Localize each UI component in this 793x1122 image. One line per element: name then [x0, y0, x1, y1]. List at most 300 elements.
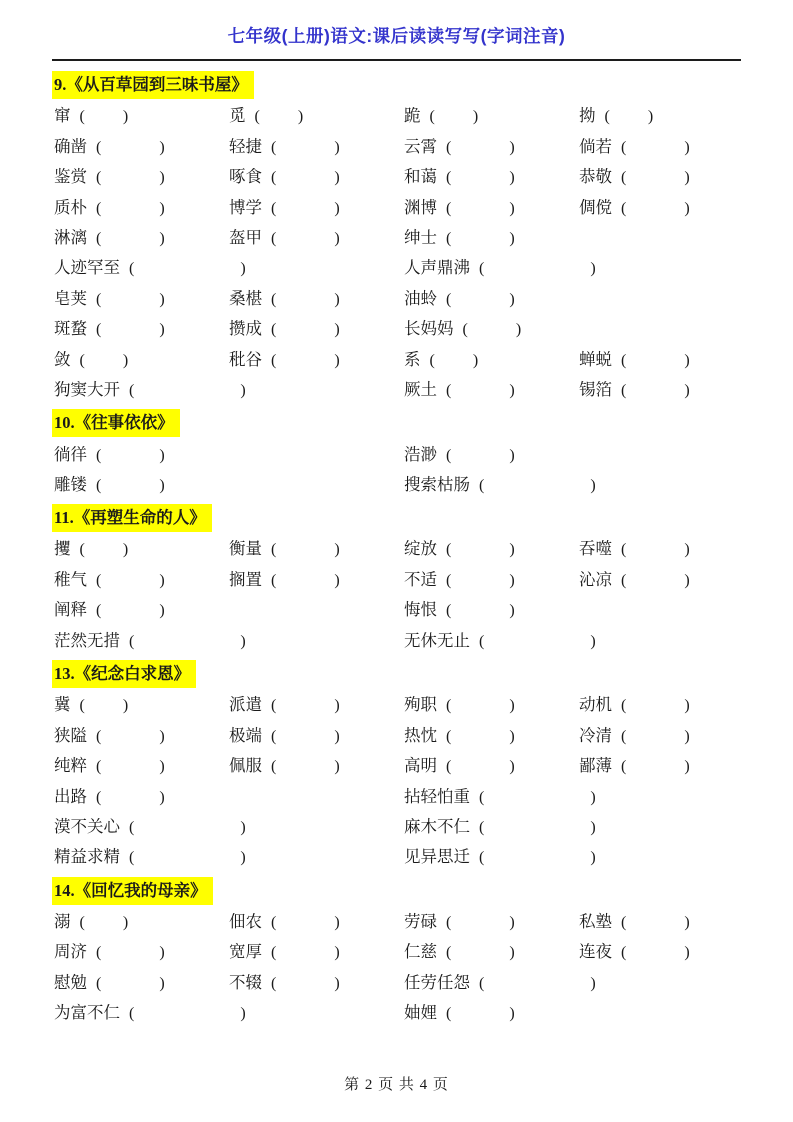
word-text: 搁置 [229, 569, 262, 589]
word-entry [404, 102, 579, 126]
paren-close: ) [590, 632, 596, 650]
paren-close: ) [684, 169, 690, 187]
word-row [54, 221, 763, 251]
section-heading-line [54, 504, 763, 529]
paren-close: ) [684, 944, 690, 962]
pinyin-blank [85, 364, 123, 365]
paren-close: ) [509, 602, 515, 620]
word-text: 拗 [579, 106, 596, 126]
word-entry [404, 969, 596, 993]
word-text: 劳碌 [404, 911, 437, 931]
word-row [54, 935, 763, 965]
word-entry [54, 441, 229, 465]
pinyin-blank [276, 956, 334, 957]
paren-open: ( [79, 913, 85, 931]
paren-close: ) [509, 913, 515, 931]
paren-close: ) [159, 727, 165, 745]
paren-close: ) [684, 571, 690, 589]
pinyin-blank [276, 181, 334, 182]
paren-close: ) [159, 199, 165, 217]
word-text: 佃农 [229, 911, 262, 931]
pinyin-blank [85, 709, 123, 710]
pinyin-blank [134, 272, 240, 273]
paren-open: ( [96, 602, 102, 620]
word-entry [229, 938, 404, 962]
paren-open: ( [446, 169, 452, 187]
paren-open: ( [79, 697, 85, 715]
word-text: 皂荚 [54, 288, 87, 308]
word-entry [404, 722, 579, 746]
paren-close: ) [159, 571, 165, 589]
pinyin-blank [101, 242, 159, 243]
word-text: 仁慈 [404, 942, 437, 962]
word-text: 周济 [54, 942, 87, 962]
word-entry [404, 908, 579, 932]
word-entry [54, 752, 229, 776]
pinyin-blank [435, 364, 473, 365]
pinyin-blank [484, 861, 590, 862]
paren-close: ) [515, 321, 522, 339]
word-text: 连夜 [579, 942, 612, 962]
pinyin-blank [276, 584, 334, 585]
section [54, 504, 763, 654]
pinyin-blank [484, 831, 590, 832]
paren-open: ( [271, 944, 277, 962]
paren-open: ( [479, 974, 485, 992]
paren-open: ( [446, 382, 452, 400]
paren-open: ( [446, 541, 452, 559]
word-entry [229, 752, 404, 776]
paren-close: ) [684, 351, 690, 369]
pinyin-blank [451, 181, 509, 182]
word-entry [54, 627, 246, 651]
paren-open: ( [96, 290, 102, 308]
paren-open: ( [446, 697, 452, 715]
paren-close: ) [334, 199, 340, 217]
paren-open: ( [429, 351, 435, 369]
paren-close: ) [159, 138, 165, 156]
paren-open: ( [604, 108, 610, 126]
word-text: 私塾 [579, 911, 612, 931]
word-text: 茫然无措 [54, 630, 120, 650]
word-text: 冷清 [579, 725, 612, 745]
paren-open: ( [446, 758, 452, 776]
paren-close: ) [684, 913, 690, 931]
word-text: 渊博 [404, 197, 437, 217]
paren-close: ) [684, 382, 690, 400]
word-entry [54, 813, 246, 837]
paren-open: ( [621, 199, 627, 217]
paren-open: ( [271, 697, 277, 715]
word-entry [229, 566, 404, 590]
word-text: 云霄 [404, 136, 437, 156]
pinyin-blank [626, 181, 684, 182]
word-text: 质朴 [54, 197, 87, 217]
paren-close: ) [159, 974, 165, 992]
paren-open: ( [96, 321, 102, 339]
paren-close: ) [509, 727, 515, 745]
pinyin-blank [484, 801, 590, 802]
section-heading-line [54, 660, 763, 685]
pinyin-blank [276, 212, 334, 213]
paren-open: ( [271, 138, 277, 156]
word-text: 雕镂 [54, 475, 87, 495]
word-text: 漠不关心 [54, 816, 120, 836]
paren-open: ( [254, 108, 260, 126]
paren-close: ) [240, 632, 246, 650]
word-entry [404, 783, 596, 807]
word-text: 热忱 [404, 725, 437, 745]
paren-close: ) [159, 321, 165, 339]
paren-open: ( [479, 818, 485, 836]
word-row [54, 749, 763, 779]
word-entry [229, 722, 404, 746]
paren-close: ) [334, 290, 340, 308]
pinyin-blank [451, 303, 509, 304]
word-entry [54, 722, 229, 746]
page-number: 第 2 页 共 4 页 [344, 1077, 449, 1093]
word-entry [404, 346, 579, 370]
paren-close: ) [334, 571, 340, 589]
word-row [54, 688, 763, 718]
word-text: 动机 [579, 695, 612, 715]
word-entry [229, 133, 404, 157]
paren-close: ) [159, 229, 165, 247]
pinyin-blank [451, 151, 509, 152]
pinyin-blank [276, 740, 334, 741]
paren-open: ( [446, 1005, 452, 1023]
pinyin-blank [101, 740, 159, 741]
word-entry [404, 938, 579, 962]
paren-open: ( [446, 290, 452, 308]
pinyin-blank [626, 956, 684, 957]
word-text: 拈轻怕重 [404, 786, 470, 806]
paren-close: ) [159, 602, 165, 620]
pinyin-blank [626, 553, 684, 554]
word-row [54, 312, 763, 342]
word-entry [579, 566, 754, 590]
word-text: 殉职 [404, 695, 437, 715]
paren-open: ( [446, 602, 452, 620]
paren-open: ( [621, 727, 627, 745]
word-text: 不适 [404, 569, 437, 589]
pinyin-blank [276, 303, 334, 304]
word-text: 麻木不仁 [404, 816, 470, 836]
paren-open: ( [129, 260, 135, 278]
section-heading-line [54, 409, 763, 434]
word-text: 蝉蜕 [579, 349, 612, 369]
paren-open: ( [271, 571, 277, 589]
word-entry [54, 224, 229, 248]
paren-open: ( [446, 571, 452, 589]
paren-close: ) [334, 541, 340, 559]
word-text: 绅士 [404, 227, 437, 247]
word-text: 和蔼 [404, 167, 437, 187]
pinyin-blank [276, 242, 334, 243]
paren-close: ) [240, 1005, 246, 1023]
paren-close: ) [240, 260, 246, 278]
paren-close: ) [509, 290, 515, 308]
pinyin-blank [85, 926, 123, 927]
word-text: 恭敬 [579, 167, 612, 187]
word-text: 无休无止 [404, 630, 470, 650]
paren-open: ( [129, 818, 135, 836]
paren-open: ( [271, 169, 277, 187]
pinyin-blank [134, 831, 240, 832]
paren-open: ( [96, 138, 102, 156]
word-entry [579, 102, 754, 126]
section [54, 409, 763, 498]
pinyin-blank [435, 120, 473, 121]
paren-close: ) [684, 138, 690, 156]
paren-open: ( [446, 229, 452, 247]
pinyin-blank [101, 151, 159, 152]
pinyin-blank [101, 614, 159, 615]
paren-close: ) [509, 571, 515, 589]
word-entry [404, 752, 579, 776]
pinyin-blank [276, 709, 334, 710]
word-entry [579, 194, 754, 218]
word-row [54, 966, 763, 996]
word-text: 宽厚 [229, 942, 262, 962]
word-entry [54, 315, 229, 339]
word-text: 斑蝥 [54, 319, 87, 339]
paren-close: ) [122, 913, 129, 931]
word-text: 沁凉 [579, 569, 612, 589]
pinyin-blank [610, 120, 648, 121]
word-entry [229, 102, 404, 126]
section-heading-line [54, 71, 763, 96]
paren-open: ( [462, 321, 468, 339]
paren-open: ( [129, 1005, 135, 1023]
word-entry [229, 535, 404, 559]
word-entry [404, 285, 579, 309]
paren-open: ( [96, 446, 102, 464]
paren-open: ( [446, 199, 452, 217]
word-text: 狗窦大开 [54, 380, 120, 400]
word-entry [54, 969, 229, 993]
pinyin-blank [451, 459, 509, 460]
word-text: 秕谷 [229, 349, 262, 369]
word-entry [229, 691, 404, 715]
section [54, 71, 763, 403]
pinyin-blank [101, 212, 159, 213]
section-heading: 10.《往事依依》 [52, 409, 180, 437]
paren-open: ( [271, 199, 277, 217]
word-entry [404, 315, 579, 339]
pinyin-blank [626, 212, 684, 213]
pinyin-blank [451, 212, 509, 213]
pinyin-blank [276, 987, 334, 988]
word-text: 浩渺 [404, 444, 437, 464]
pinyin-blank [626, 770, 684, 771]
word-entry [404, 471, 596, 495]
word-text: 跪 [404, 106, 421, 126]
word-text: 为富不仁 [54, 1003, 120, 1023]
paren-close: ) [590, 477, 596, 495]
word-row [54, 99, 763, 129]
word-entry [54, 596, 229, 620]
pinyin-blank [101, 584, 159, 585]
word-text: 派遣 [229, 695, 262, 715]
word-entry [404, 843, 596, 867]
word-text: 妯娌 [404, 1003, 437, 1023]
word-text: 啄食 [229, 167, 262, 187]
word-entry [54, 471, 229, 495]
pinyin-blank [85, 120, 123, 121]
paren-open: ( [621, 351, 627, 369]
word-entry [579, 133, 754, 157]
word-entry [579, 376, 754, 400]
word-text: 觅 [229, 106, 246, 126]
word-entry [229, 285, 404, 309]
paren-close: ) [509, 541, 515, 559]
pinyin-blank [101, 459, 159, 460]
paren-close: ) [684, 697, 690, 715]
pinyin-blank [484, 645, 590, 646]
word-text: 徜徉 [54, 444, 87, 464]
word-row [54, 593, 763, 623]
word-row [54, 129, 763, 159]
pinyin-blank [134, 645, 240, 646]
paren-close: ) [590, 260, 596, 278]
section-heading: 11.《再塑生命的人》 [52, 504, 212, 532]
word-text: 悔恨 [404, 600, 437, 620]
paren-open: ( [96, 169, 102, 187]
pinyin-blank [484, 987, 590, 988]
word-text: 任劳任怨 [404, 972, 470, 992]
paren-close: ) [334, 697, 340, 715]
word-entry [404, 596, 579, 620]
pinyin-blank [451, 709, 509, 710]
pinyin-blank [451, 770, 509, 771]
paren-close: ) [334, 727, 340, 745]
pinyin-blank [451, 614, 509, 615]
word-text: 轻捷 [229, 136, 262, 156]
section [54, 877, 763, 1027]
paren-open: ( [96, 758, 102, 776]
paren-close: ) [122, 108, 129, 126]
word-row [54, 343, 763, 373]
pinyin-blank [101, 987, 159, 988]
pinyin-blank [260, 120, 298, 121]
paren-open: ( [96, 727, 102, 745]
pinyin-blank [451, 956, 509, 957]
word-entry [54, 691, 229, 715]
pinyin-blank [134, 861, 240, 862]
paren-open: ( [79, 541, 85, 559]
paren-open: ( [129, 632, 135, 650]
word-entry [54, 346, 229, 370]
word-text: 狭隘 [54, 725, 87, 745]
word-text: 长妈妈 [404, 319, 454, 339]
paren-close: ) [122, 541, 129, 559]
word-text: 确凿 [54, 136, 87, 156]
pinyin-blank [101, 181, 159, 182]
word-row [54, 251, 763, 281]
paren-close: ) [684, 758, 690, 776]
word-row [54, 373, 763, 403]
word-entry [229, 969, 404, 993]
word-entry [404, 254, 596, 278]
paren-close: ) [509, 697, 515, 715]
word-text: 佩服 [229, 756, 262, 776]
pinyin-blank [276, 151, 334, 152]
word-row [54, 468, 763, 498]
paren-open: ( [621, 697, 627, 715]
word-row [54, 624, 763, 654]
word-entry [229, 194, 404, 218]
paren-close: ) [509, 229, 515, 247]
word-entry [54, 938, 229, 962]
word-entry [579, 535, 754, 559]
pinyin-blank [276, 333, 334, 334]
paren-close: ) [590, 974, 596, 992]
word-entry [579, 752, 754, 776]
paren-open: ( [271, 351, 277, 369]
pinyin-blank [451, 926, 509, 927]
paren-open: ( [271, 913, 277, 931]
word-row [54, 190, 763, 220]
word-row [54, 282, 763, 312]
paren-close: ) [509, 944, 515, 962]
word-row [54, 840, 763, 870]
pinyin-blank [451, 242, 509, 243]
word-entry [54, 285, 229, 309]
pinyin-blank [276, 926, 334, 927]
word-row [54, 718, 763, 748]
paren-open: ( [479, 849, 485, 867]
pinyin-blank [626, 584, 684, 585]
pinyin-blank [626, 364, 684, 365]
word-entry [54, 194, 229, 218]
paren-close: ) [590, 818, 596, 836]
word-text: 人声鼎沸 [404, 258, 470, 278]
word-text: 搜索枯肠 [404, 475, 470, 495]
paren-open: ( [621, 169, 627, 187]
paren-open: ( [96, 974, 102, 992]
word-text: 吞噬 [579, 539, 612, 559]
pinyin-blank [101, 489, 159, 490]
word-row [54, 905, 763, 935]
paren-close: ) [590, 849, 596, 867]
pinyin-blank [134, 1017, 240, 1018]
paren-open: ( [271, 541, 277, 559]
paren-close: ) [509, 382, 515, 400]
word-entry [229, 315, 404, 339]
pinyin-blank [626, 394, 684, 395]
page-title: 七年级(上册)语文:课后读读写写(字词注音) [227, 26, 566, 46]
word-text: 淋漓 [54, 227, 87, 247]
paren-close: ) [509, 199, 515, 217]
paren-open: ( [96, 229, 102, 247]
paren-close: ) [334, 351, 340, 369]
paren-open: ( [271, 758, 277, 776]
pinyin-blank [101, 303, 159, 304]
pinyin-blank [451, 553, 509, 554]
paren-open: ( [621, 382, 627, 400]
word-entry [404, 566, 579, 590]
paren-open: ( [129, 849, 135, 867]
pinyin-blank [101, 956, 159, 957]
word-text: 人迹罕至 [54, 258, 120, 278]
word-entry [579, 908, 754, 932]
word-text: 冀 [54, 695, 71, 715]
word-entry [54, 133, 229, 157]
word-entry [404, 813, 596, 837]
paren-close: ) [334, 229, 340, 247]
word-text: 不辍 [229, 972, 262, 992]
